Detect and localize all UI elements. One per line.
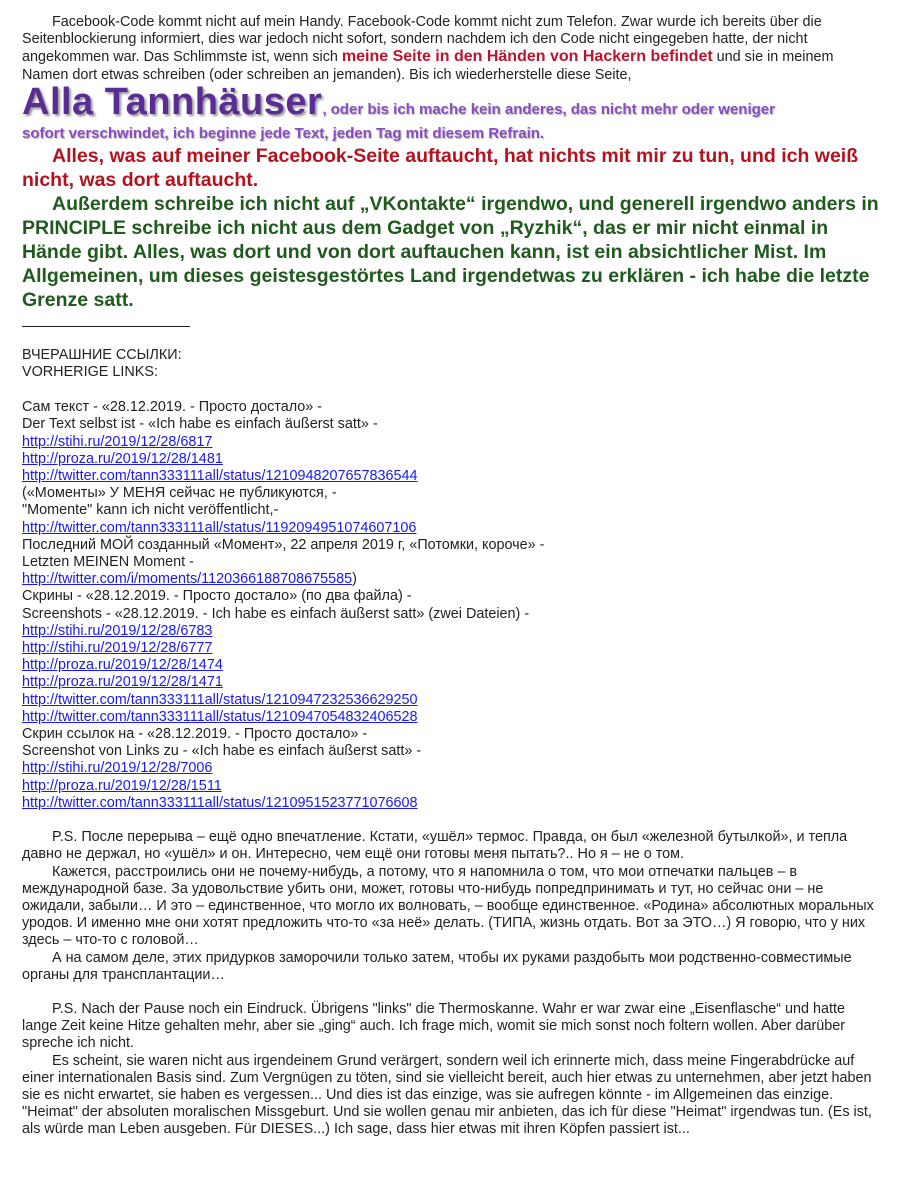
ps-ru-paragraph: Кажется, расстроились они не почему-нибудь, а потому, что я напомнила о том, что мои отпечатки пальцев – в международной базе. За удовольствие убить они, может, готовы что-нибудь попредпринимать и тут, но сейчас они – не ожидали, забыли… И это – единственное, что могло их волновать, – вообще единственное. «Родина» абсолютных моральных уродов. И именно мне они хотят предложить что-то «за неё» делать. (ТИПА, жизнь отдать. Вот за ЭТО…) Я говорю, что у них здесь – что-то с головой…	[22, 863, 874, 949]
section1-ru: Сам текст - «28.12.2019. - Просто достало» -	[22, 399, 323, 416]
link-proza-1471[interactable]: http://proza.ru/2019/12/28/1471	[22, 674, 223, 691]
alla-continuation: sofort verschwindet, ich beginne jede Text, jeden Tag mit diesem Refrain.	[22, 124, 545, 142]
green-statement: Außerdem schreibe ich nicht auf „VKontakte“ irgendwo, und generell irgendwo anders in PRINCIPLE schreibe ich nicht aus dem Gadget von „Ryzhik“, das er mir nicht einmal in Hände gibt. Alles, was dort und von dort auftauchen kann, ist ein absichtlicher Mist. Im Allgemeinen, um dieses geistesgestörtes Land irgendetwas zu erklären - ich habe die letzte Grenze satt.	[22, 192, 879, 311]
intro-paragraph	[22, 14, 880, 84]
link-proza-1481[interactable]: http://proza.ru/2019/12/28/1481	[22, 450, 223, 467]
link-proza-1511[interactable]: http://proza.ru/2019/12/28/1511	[22, 777, 222, 794]
link-proza-1474[interactable]: http://proza.ru/2019/12/28/1474	[22, 657, 223, 674]
link-stihi-6777[interactable]: http://stihi.ru/2019/12/28/6777	[22, 640, 213, 657]
document	[22, 14, 880, 1139]
ps-ru-paragraph: P.S. После перерыва – ещё одно впечатление. Кстати, «ушёл» термос. Правда, он был «железной бутылкой», и тепла давно не держал, но «ушёл» и он. Интересно, чем ещё они готовы меня пытать?.. Но я – не о том.	[22, 829, 848, 863]
ps-de-paragraph: Es scheint, sie waren nicht aus irgendeinem Grund verärgert, sondern weil ich erinnerte mich, dass meine Fingerabdrücke auf einer internationalen Basis sind. Zum Vergnügen zu töten, sind sie vielleicht bereit, auch hier etwas zu unternehmen, aber jetzt haben sie es nicht erwartet, sie haben es vergessen... Und dies ist das einzige, was sie aufregen könnte - im Allgemeinen das einzige. "Heimat" der absoluten moralischen Missgeburt. Und sie wollen genau mir anbieten, das ich für diese "Heimat" irgendwas tun. (Es ist, als würde man Leben ausgeben. Für DIESES...) Ich sage, dass hier etwas mit ihren Köpfen passiert ist...	[22, 1052, 872, 1138]
last-moment-ru: Последний МОЙ созданный «Момент», 22 апреля 2019 г, «Потомки, короче» -	[22, 536, 545, 553]
link-twitter-1210947054832406528[interactable]: http://twitter.com/tann333111all/status/1210947054832406528	[22, 708, 418, 725]
link-twitter-1210951523771076608[interactable]: http://twitter.com/tann333111all/status/1210951523771076608	[22, 794, 418, 811]
section2-ru: Скрины - «28.12.2019. - Просто достало» (по два файла) -	[22, 588, 412, 605]
link-stihi-6783[interactable]: http://stihi.ru/2019/12/28/6783	[22, 622, 213, 639]
separator-line	[22, 326, 190, 327]
link-twitter-1210947232536629250[interactable]: http://twitter.com/tann333111all/status/1210947232536629250	[22, 691, 418, 708]
links-header	[22, 347, 880, 381]
ps-de-paragraph: P.S. Nach der Pause noch ein Eindruck. Übrigens "links" die Thermoskanne. Wahr er war zwar eine „Eisenflasche“ und hatte lange Zeit keine Hitze gehalten mehr, aber sie „ging“ auch. Ich frage mich, womit sie mich sonst noch foltern wollen. Aber darüber spreche ich nicht.	[22, 1000, 846, 1052]
section2-de: Screenshots - «28.12.2019. - Ich habe es einfach äußerst satt» (zwei Dateien) -	[22, 605, 530, 622]
link-twitter-1192094951074607106[interactable]: http://twitter.com/tann333111all/status/1192094951074607106	[22, 519, 417, 536]
alla-line	[22, 80, 880, 123]
link-stihi-6817[interactable]: http://stihi.ru/2019/12/28/6817	[22, 433, 213, 450]
alla-rest-text: , oder bis ich mache kein anderes, das nicht mehr oder weniger	[322, 100, 775, 118]
header-de: VORHERIGE LINKS:	[22, 364, 158, 381]
section3-de: Screenshot von Links zu - «Ich habe es einfach äußerst satt» -	[22, 743, 422, 760]
last-moment-de: Letzten MEINEN Moment -	[22, 554, 194, 571]
intro-text-b: und sie in meinem Namen dort etwas schreiben (oder schreiben an jemanden). Bis ich wiederherstelle diese Seite,	[22, 49, 834, 83]
moments-de: "Momente" kann ich nicht veröffentlicht,-	[22, 502, 279, 519]
hacker-highlight: meine Seite in den Händen von Hackern befindet	[341, 48, 713, 66]
closing-paren: )	[352, 571, 357, 588]
link-stihi-7006[interactable]: http://stihi.ru/2019/12/28/7006	[22, 760, 213, 777]
moments-ru: («Моменты» У МЕНЯ сейчас не публикуются, -	[22, 485, 337, 502]
section1-de: Der Text selbst ist - «Ich habe es einfach äußerst satt» -	[22, 416, 378, 433]
links-block	[22, 399, 880, 812]
red-statement: Alles, was auf meiner Facebook-Seite auftaucht, hat nichts mit mir zu tun, und ich weiß nicht, was dort auftaucht.	[22, 144, 859, 191]
intro-text-a: Facebook-Code kommt nicht auf mein Handy. Facebook-Code kommt nicht zum Telefon. Zwar wurde ich bereits über die Seitenblockierung informiert, dies war jedoch nicht sofort, sondern nachdem ich den Code nicht eingegeben hatte, der nicht angekommen war. Das Schlimmste ist, wenn sich	[22, 14, 822, 66]
ps-german	[22, 1001, 880, 1139]
link-twitter-1210948207657836544[interactable]: http://twitter.com/tann333111all/status/1210948207657836544	[22, 468, 418, 485]
ps-russian	[22, 829, 880, 984]
author-name: Alla Tannhäuser	[22, 80, 323, 123]
ps-ru-paragraph: А на самом деле, этих придурков заморочили только затем, чтобы их руками раздобыть мои родственно-совместимые органы для трансплантации…	[22, 949, 852, 983]
header-ru: ВЧЕРАШНИЕ ССЫЛКИ:	[22, 346, 182, 363]
section3-ru: Скрин ссылок на - «28.12.2019. - Просто достало» -	[22, 726, 368, 743]
link-twitter-moment[interactable]: http://twitter.com/i/moments/1120366188708675585	[22, 571, 353, 588]
